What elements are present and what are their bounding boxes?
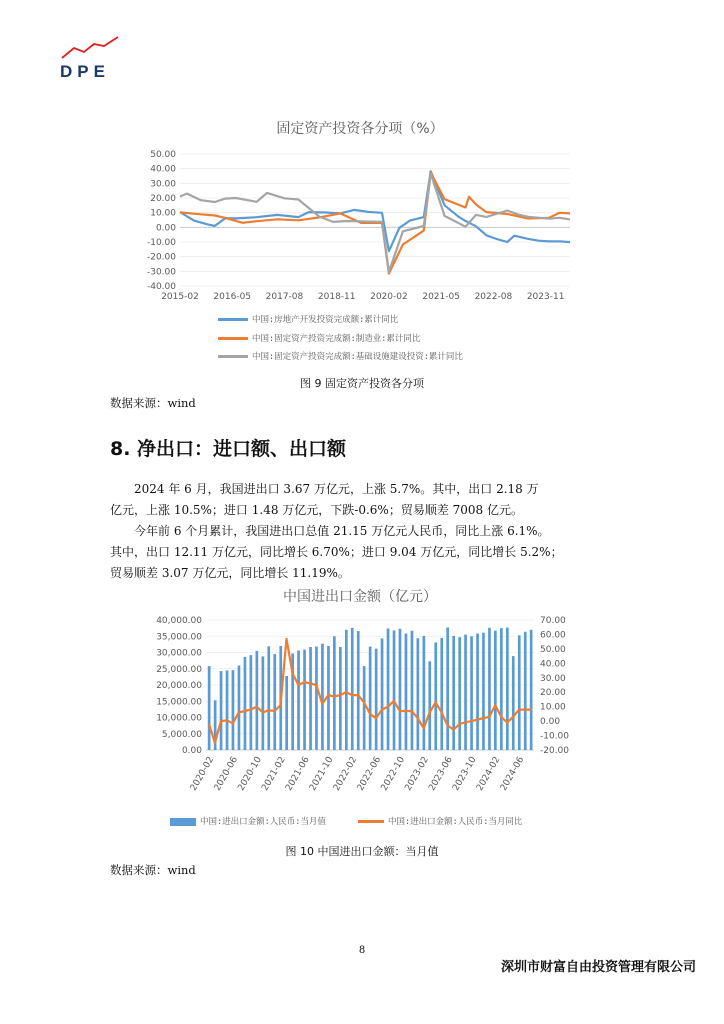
chart2-right-y-tick-label: 70.00 (540, 616, 566, 626)
chart2-x-tick-label: 2022-02 (331, 755, 360, 793)
chart2-left-y-tick-label: 0.00 (181, 746, 202, 756)
chart1-y-tick-label: -10.00 (146, 238, 176, 248)
chart2-bar (452, 636, 455, 750)
chart2-bar (458, 637, 461, 750)
chart1-x-tick-label: 2015-02 (161, 292, 199, 302)
chart1-legend-item-1 (218, 313, 398, 325)
legend-swatch-line (358, 820, 384, 823)
chart2-x-tick-label: 2023-06 (427, 755, 455, 793)
chart2-x-tick-label: 2020-10 (236, 755, 264, 793)
legend-label: 中国:进出口金额:人民币:当月同比 (388, 817, 523, 827)
legend-label: 中国:固定资产投资完成额:制造业:累计同比 (252, 334, 421, 344)
chart1-y-tick-label: -20.00 (146, 252, 176, 263)
chart2-bar (226, 670, 229, 750)
chart1-y-tick-label: 40.00 (150, 164, 176, 175)
chart2-x-tick-label: 2021-06 (284, 755, 312, 793)
chart1-caption: 图 9 固定资产投资各分项 (300, 377, 424, 390)
chart2-bar (423, 636, 426, 750)
chart2-right-y-tick-label: 20.00 (540, 688, 566, 699)
company-name: 深圳市财富自由投资管理有限公司 (500, 960, 696, 975)
chart2-bar (446, 628, 449, 751)
chart2-title: 中国进出口金额（亿元） (283, 589, 437, 605)
chart1-x-tick-label: 2022-08 (474, 292, 513, 302)
paragraph-2-line-2: 其中，出口 12.11 万亿元，同比增长 6.70%；进口 9.04 万亿元，同比增长 5.2%； (110, 545, 563, 559)
chart2-source: 数据来源：wind (110, 863, 196, 877)
chart1-legend-item-2 (218, 332, 420, 344)
chart2-bar (506, 628, 509, 751)
chart1-y-tick-label: 0.00 (155, 223, 176, 234)
chart2-bar (267, 646, 270, 750)
chart2-right-y-tick-label: 40.00 (540, 659, 566, 670)
chart2-bar (273, 654, 276, 750)
chart2-bar (387, 629, 390, 751)
chart2-bar (256, 651, 259, 750)
chart2-bar (339, 647, 342, 750)
paragraph-2 (110, 521, 620, 584)
chart2-x-tick-label: 2023-02 (403, 755, 431, 793)
paragraph-1-line-2: 亿元，上涨 10.5%；进口 1.48 万亿元，下跌-0.6%；贸易顺差 7008 亿元。 (110, 503, 523, 517)
chart2-bar (369, 647, 372, 750)
chart2-bar (393, 630, 396, 750)
logo-trend-graphic (60, 36, 124, 62)
chart2-bar (208, 666, 211, 750)
chart2-bar (321, 644, 324, 750)
chart1-y-tick-label: 30.00 (150, 179, 176, 190)
chart2-bar (363, 666, 366, 750)
chart1-x-tick-label: 2023-11 (526, 292, 565, 302)
chart1-y-tick-label: 50.00 (150, 150, 176, 160)
chart2-bar (428, 661, 431, 750)
company-logo (60, 36, 124, 80)
chart2-bar (375, 649, 378, 750)
chart2-right-y-tick-label: 50.00 (540, 644, 566, 655)
chart2-x-tick-label: 2024-06 (498, 755, 527, 793)
chart2-bar (530, 630, 533, 750)
legend-swatch-blue (218, 318, 248, 321)
chart1-x-tick-label: 2017-08 (265, 292, 304, 302)
chart2-x-tick-label: 2022-10 (379, 755, 408, 793)
chart2-bar (381, 639, 384, 751)
chart1-y-tick-label: -40.00 (146, 282, 176, 292)
chart2-right-y-tick-label: 30.00 (540, 673, 566, 684)
chart2-bar (250, 655, 253, 750)
chart2-bar (238, 666, 241, 751)
chart1-source: 数据来源：wind (110, 396, 196, 410)
chart2-bar (417, 638, 420, 750)
chart2-bar (464, 635, 467, 750)
chart2-legend-item-2 (358, 815, 522, 827)
chart2-bar (488, 628, 491, 750)
chart2-left-y-tick-label: 35,000.00 (156, 632, 202, 643)
logo-text: DPE (60, 62, 110, 81)
chart2-bar (524, 632, 527, 750)
chart2-x-tick-label: 2020-06 (212, 755, 241, 793)
chart2-left-y-tick-label: 5,000.00 (161, 729, 202, 740)
chart2-bar (297, 651, 300, 751)
chart2-bar (500, 628, 503, 750)
chart2-caption: 图 10 中国进出口金额：当月值 (285, 845, 439, 858)
section-heading: 8. 净出口：进口额、出口额 (110, 438, 347, 460)
chart2-bar (405, 634, 408, 750)
chart2-x-tick-label: 2022-06 (355, 755, 384, 793)
chart2-left-y-tick-label: 15,000.00 (156, 697, 202, 708)
chart1-x-tick-label: 2016-05 (213, 292, 252, 302)
paragraph-1-line-1: 2024 年 6 月，我国进出口 3.67 万亿元，上涨 5.7%。其中，出口 2.18 万 (134, 482, 539, 496)
chart2-x-tick-label: 2020-02 (188, 755, 217, 793)
chart2-bar (518, 635, 521, 750)
chart2-bar (494, 631, 497, 750)
chart2-bar (351, 628, 354, 750)
chart2-x-tick-label: 2023-10 (451, 755, 479, 793)
chart2-right-y-tick-label: 60.00 (540, 630, 566, 641)
chart2-bar (434, 642, 437, 750)
chart2-bar (262, 656, 265, 750)
chart2-legend-item-1 (170, 815, 326, 827)
chart2-bar (232, 670, 235, 750)
chart2-left-y-tick-label: 25,000.00 (156, 664, 202, 675)
paragraph-1 (110, 479, 620, 521)
chart2-bar (482, 633, 485, 750)
chart2-plot (140, 612, 580, 812)
chart2-bar (345, 630, 348, 750)
chart2-right-y-tick-label: 10.00 (540, 702, 566, 713)
chart2-bar (399, 629, 402, 750)
chart2-bar (244, 657, 247, 750)
chart1-plot (140, 146, 580, 306)
chart1-x-tick-label: 2021-05 (422, 292, 460, 302)
paragraph-2-line-1: 今年前 6 个月累计，我国进出口总值 21.15 万亿元人民币，同比上涨 6.1%。 (134, 524, 550, 538)
chart2-bar (512, 656, 515, 750)
chart1-legend-item-3 (218, 350, 463, 362)
chart2-left-y-tick-label: 40,000.00 (156, 616, 202, 626)
chart2-bar (357, 631, 360, 750)
chart2-bar (220, 671, 223, 750)
chart1-title: 固定资产投资各分项（%） (276, 121, 444, 137)
chart2-right-y-tick-label: -20.00 (540, 746, 570, 756)
chart1-series-line-2 (180, 173, 570, 274)
chart2-x-tick-label: 2021-02 (260, 755, 288, 793)
chart2-right-y-tick-label: -10.00 (540, 731, 570, 742)
legend-label: 中国:进出口金额:人民币:当月值 (200, 817, 326, 827)
chart1-y-tick-label: 10.00 (150, 208, 176, 219)
chart2-bar (315, 647, 318, 750)
chart2-x-tick-label: 2024-02 (475, 755, 503, 793)
legend-swatch-gray (218, 355, 248, 358)
chart2-left-y-tick-label: 10,000.00 (156, 713, 202, 724)
chart2-x-tick-label: 2021-10 (308, 755, 336, 793)
chart2-bar (411, 631, 414, 750)
chart1-y-tick-label: -30.00 (146, 267, 176, 278)
legend-swatch-bar (170, 818, 196, 826)
chart2-left-y-tick-label: 30,000.00 (156, 648, 202, 659)
chart1-y-tick-label: 20.00 (150, 194, 176, 204)
chart1-x-tick-label: 2020-02 (370, 292, 408, 302)
chart2-bar (470, 636, 473, 750)
paragraph-2-line-3: 贸易顺差 3.07 万亿元，同比增长 11.19%。 (110, 566, 350, 580)
chart2-bar (476, 634, 479, 750)
chart2-bar (285, 676, 288, 750)
legend-label: 中国:房地产开发投资完成额:累计同比 (252, 315, 399, 325)
chart1-x-tick-label: 2018-11 (317, 292, 356, 302)
chart2-bar (333, 636, 336, 750)
chart2-bar (440, 638, 443, 750)
chart2-bar (309, 647, 312, 750)
page-number: 8 (358, 945, 366, 956)
chart2-right-y-tick-label: 0.00 (540, 717, 561, 728)
legend-label: 中国:固定资产投资完成额:基础设施建设投资:累计同比 (252, 352, 463, 362)
chart2-bar (303, 650, 306, 750)
chart2-left-y-tick-label: 20,000.00 (156, 681, 202, 691)
legend-swatch-orange (218, 337, 248, 340)
